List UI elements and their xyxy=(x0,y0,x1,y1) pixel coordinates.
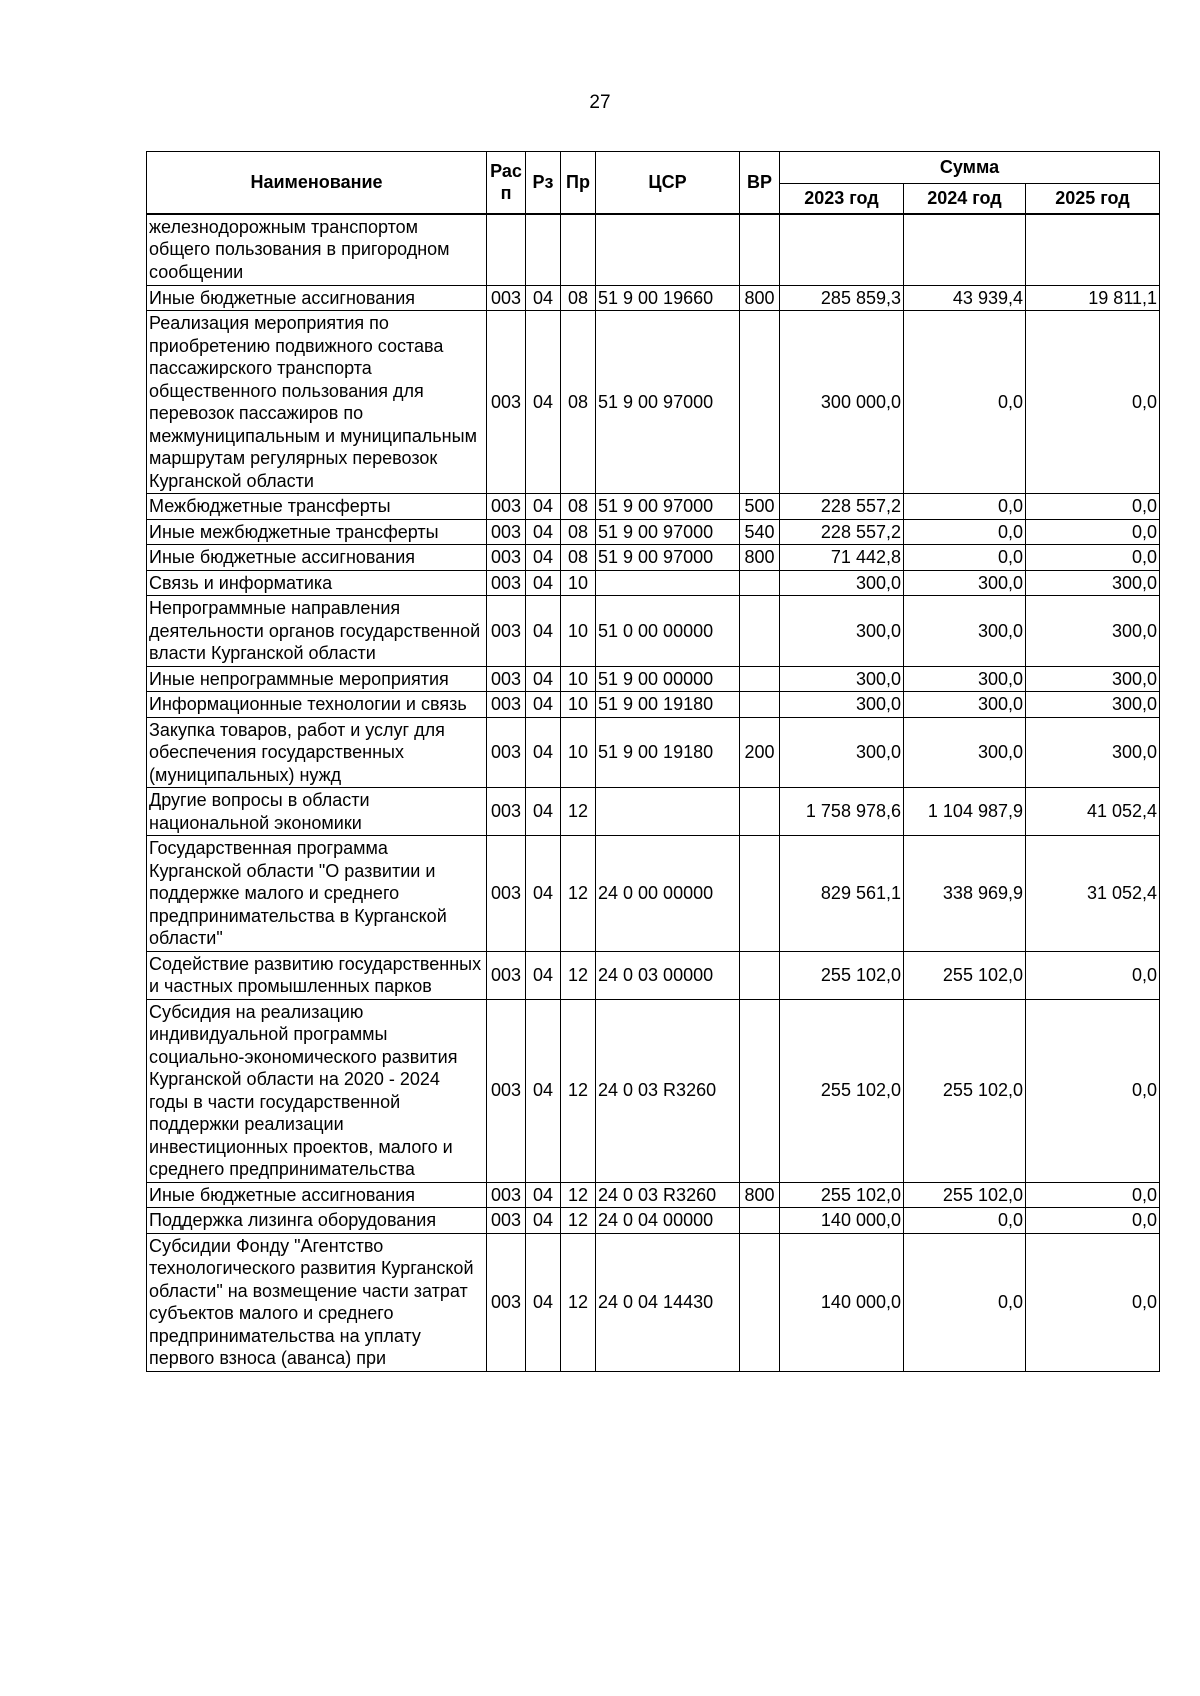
cell-name: Закупка товаров, работ и услуг для обеспечения государственных (муниципальных) нужд xyxy=(147,717,487,788)
cell-rz: 04 xyxy=(526,494,561,520)
cell-pr: 08 xyxy=(561,545,596,571)
cell-sum-2023: 300,0 xyxy=(780,717,904,788)
table-row xyxy=(147,545,1160,571)
table-body xyxy=(147,214,1160,1372)
cell-pr: 12 xyxy=(561,951,596,999)
header-pr: Пр xyxy=(561,152,596,214)
cell-sum-2024: 0,0 xyxy=(904,494,1026,520)
cell-rz: 04 xyxy=(526,999,561,1182)
cell-rasp: 003 xyxy=(487,570,526,596)
cell-vr xyxy=(740,999,780,1182)
cell-name: Связь и информатика xyxy=(147,570,487,596)
cell-rasp: 003 xyxy=(487,999,526,1182)
cell-rz: 04 xyxy=(526,311,561,494)
cell-sum-2024: 255 102,0 xyxy=(904,1182,1026,1208)
cell-rasp: 003 xyxy=(487,545,526,571)
table-row xyxy=(147,519,1160,545)
cell-sum-2024: 0,0 xyxy=(904,1208,1026,1234)
cell-sum-2023: 228 557,2 xyxy=(780,519,904,545)
cell-name: Другие вопросы в области национальной экономики xyxy=(147,788,487,836)
cell-sum-2025: 19 811,1 xyxy=(1026,285,1160,311)
cell-sum-2023: 255 102,0 xyxy=(780,1182,904,1208)
table-row xyxy=(147,285,1160,311)
cell-name: Поддержка лизинга оборудования xyxy=(147,1208,487,1234)
cell-name: Государственная программа Курганской области "О развитии и поддержке малого и среднего предпринимательства в Курганской области" xyxy=(147,836,487,952)
cell-sum-2023 xyxy=(780,214,904,286)
cell-sum-2025: 0,0 xyxy=(1026,494,1160,520)
table-row xyxy=(147,596,1160,667)
cell-pr: 10 xyxy=(561,717,596,788)
cell-rz: 04 xyxy=(526,788,561,836)
cell-sum-2025: 0,0 xyxy=(1026,1233,1160,1371)
table-row xyxy=(147,214,1160,286)
cell-sum-2023: 255 102,0 xyxy=(780,951,904,999)
cell-vr: 800 xyxy=(740,1182,780,1208)
cell-rz: 04 xyxy=(526,717,561,788)
cell-rz: 04 xyxy=(526,951,561,999)
cell-sum-2023: 228 557,2 xyxy=(780,494,904,520)
cell-rz: 04 xyxy=(526,519,561,545)
cell-sum-2024: 0,0 xyxy=(904,1233,1026,1371)
header-year-2025: 2025 год xyxy=(1026,184,1160,214)
cell-sum-2024 xyxy=(904,214,1026,286)
cell-sum-2025 xyxy=(1026,214,1160,286)
cell-pr: 08 xyxy=(561,519,596,545)
cell-csr xyxy=(596,788,740,836)
cell-name: Иные межбюджетные трансферты xyxy=(147,519,487,545)
header-vr: ВР xyxy=(740,152,780,214)
cell-csr: 51 9 00 97000 xyxy=(596,311,740,494)
cell-sum-2024: 0,0 xyxy=(904,545,1026,571)
header-year-2024: 2024 год xyxy=(904,184,1026,214)
table-row xyxy=(147,717,1160,788)
table-row xyxy=(147,836,1160,952)
cell-rasp: 003 xyxy=(487,519,526,545)
cell-rz: 04 xyxy=(526,1208,561,1234)
cell-pr xyxy=(561,214,596,286)
table-row xyxy=(147,692,1160,718)
cell-sum-2024: 255 102,0 xyxy=(904,951,1026,999)
cell-name: Иные бюджетные ассигнования xyxy=(147,285,487,311)
cell-csr: 24 0 00 00000 xyxy=(596,836,740,952)
cell-sum-2023: 140 000,0 xyxy=(780,1233,904,1371)
cell-vr: 540 xyxy=(740,519,780,545)
cell-vr: 800 xyxy=(740,545,780,571)
table-row xyxy=(147,666,1160,692)
cell-vr xyxy=(740,666,780,692)
cell-pr: 08 xyxy=(561,494,596,520)
cell-sum-2025: 300,0 xyxy=(1026,570,1160,596)
table-header xyxy=(147,152,1160,214)
cell-pr: 12 xyxy=(561,1208,596,1234)
cell-rasp: 003 xyxy=(487,717,526,788)
cell-vr: 500 xyxy=(740,494,780,520)
cell-name: железнодорожным транспортом общего пользования в пригородном сообщении xyxy=(147,214,487,286)
cell-csr: 51 9 00 97000 xyxy=(596,545,740,571)
cell-sum-2025: 300,0 xyxy=(1026,717,1160,788)
cell-pr: 10 xyxy=(561,666,596,692)
cell-sum-2024: 300,0 xyxy=(904,570,1026,596)
cell-rasp: 003 xyxy=(487,494,526,520)
cell-pr: 08 xyxy=(561,285,596,311)
cell-rasp: 003 xyxy=(487,692,526,718)
header-csr: ЦСР xyxy=(596,152,740,214)
cell-name: Непрограммные направления деятельности органов государственной власти Курганской области xyxy=(147,596,487,667)
cell-rz: 04 xyxy=(526,692,561,718)
header-sum: Сумма xyxy=(780,152,1160,184)
cell-pr: 12 xyxy=(561,1233,596,1371)
cell-name: Субсидии Фонду "Агентство технологического развития Курганской области" на возмещение части затрат субъектов малого и среднего предпринимательства на уплату первого взноса (аванса) при xyxy=(147,1233,487,1371)
cell-vr: 200 xyxy=(740,717,780,788)
cell-csr: 51 9 00 19660 xyxy=(596,285,740,311)
cell-csr: 51 9 00 97000 xyxy=(596,519,740,545)
cell-vr xyxy=(740,311,780,494)
cell-pr: 10 xyxy=(561,570,596,596)
cell-sum-2024: 300,0 xyxy=(904,692,1026,718)
cell-pr: 12 xyxy=(561,1182,596,1208)
cell-rasp: 003 xyxy=(487,596,526,667)
cell-csr: 24 0 03 R3260 xyxy=(596,999,740,1182)
cell-vr xyxy=(740,692,780,718)
table-row xyxy=(147,494,1160,520)
cell-rasp xyxy=(487,214,526,286)
cell-sum-2025: 300,0 xyxy=(1026,596,1160,667)
cell-sum-2023: 71 442,8 xyxy=(780,545,904,571)
cell-sum-2025: 31 052,4 xyxy=(1026,836,1160,952)
cell-vr xyxy=(740,836,780,952)
cell-sum-2025: 41 052,4 xyxy=(1026,788,1160,836)
cell-name: Иные бюджетные ассигнования xyxy=(147,1182,487,1208)
cell-sum-2025: 300,0 xyxy=(1026,666,1160,692)
table-row xyxy=(147,1182,1160,1208)
cell-csr xyxy=(596,570,740,596)
cell-rasp: 003 xyxy=(487,666,526,692)
cell-rz xyxy=(526,214,561,286)
cell-sum-2024: 300,0 xyxy=(904,596,1026,667)
cell-csr: 24 0 04 14430 xyxy=(596,1233,740,1371)
cell-sum-2025: 0,0 xyxy=(1026,311,1160,494)
cell-sum-2025: 0,0 xyxy=(1026,999,1160,1182)
cell-sum-2024: 43 939,4 xyxy=(904,285,1026,311)
cell-sum-2024: 300,0 xyxy=(904,717,1026,788)
cell-pr: 10 xyxy=(561,692,596,718)
cell-csr: 51 9 00 00000 xyxy=(596,666,740,692)
cell-sum-2025: 0,0 xyxy=(1026,1208,1160,1234)
cell-csr: 24 0 03 R3260 xyxy=(596,1182,740,1208)
cell-sum-2025: 300,0 xyxy=(1026,692,1160,718)
cell-sum-2023: 300,0 xyxy=(780,596,904,667)
cell-rz: 04 xyxy=(526,285,561,311)
cell-sum-2023: 300,0 xyxy=(780,666,904,692)
cell-name: Реализация мероприятия по приобретению подвижного состава пассажирского транспорта общественного пользования для перевозок пассажиров по межмуниципальным и муниципальным маршрутам регулярных перевозок Курганской области xyxy=(147,311,487,494)
cell-csr: 24 0 04 00000 xyxy=(596,1208,740,1234)
cell-sum-2025: 0,0 xyxy=(1026,519,1160,545)
cell-sum-2023: 300,0 xyxy=(780,570,904,596)
cell-sum-2023: 1 758 978,6 xyxy=(780,788,904,836)
cell-rz: 04 xyxy=(526,545,561,571)
cell-pr: 12 xyxy=(561,999,596,1182)
cell-rasp: 003 xyxy=(487,311,526,494)
cell-rasp: 003 xyxy=(487,285,526,311)
cell-csr: 51 9 00 97000 xyxy=(596,494,740,520)
cell-name: Субсидия на реализацию индивидуальной программы социально-экономического развития Курганской области на 2020 - 2024 годы в части государственной поддержки реализации инвестиционных проектов, малого и среднего предпринимательства xyxy=(147,999,487,1182)
cell-rasp: 003 xyxy=(487,836,526,952)
cell-rasp: 003 xyxy=(487,788,526,836)
cell-vr xyxy=(740,951,780,999)
cell-sum-2024: 0,0 xyxy=(904,311,1026,494)
cell-name: Иные непрограммные мероприятия xyxy=(147,666,487,692)
cell-sum-2024: 0,0 xyxy=(904,519,1026,545)
cell-rasp: 003 xyxy=(487,1182,526,1208)
cell-csr: 24 0 03 00000 xyxy=(596,951,740,999)
cell-sum-2024: 338 969,9 xyxy=(904,836,1026,952)
cell-name: Иные бюджетные ассигнования xyxy=(147,545,487,571)
cell-pr: 10 xyxy=(561,596,596,667)
table-row xyxy=(147,1233,1160,1371)
table-row xyxy=(147,951,1160,999)
budget-table xyxy=(146,151,1160,1372)
cell-csr: 51 0 00 00000 xyxy=(596,596,740,667)
cell-name: Информационные технологии и связь xyxy=(147,692,487,718)
cell-rz: 04 xyxy=(526,1182,561,1208)
cell-pr: 08 xyxy=(561,311,596,494)
cell-csr: 51 9 00 19180 xyxy=(596,692,740,718)
cell-sum-2025: 0,0 xyxy=(1026,951,1160,999)
cell-sum-2023: 300,0 xyxy=(780,692,904,718)
cell-pr: 12 xyxy=(561,836,596,952)
table-row xyxy=(147,311,1160,494)
cell-sum-2024: 300,0 xyxy=(904,666,1026,692)
header-name: Наименование xyxy=(147,152,487,214)
header-year-2023: 2023 год xyxy=(780,184,904,214)
cell-rasp: 003 xyxy=(487,951,526,999)
cell-sum-2024: 255 102,0 xyxy=(904,999,1026,1182)
cell-csr: 51 9 00 19180 xyxy=(596,717,740,788)
cell-sum-2023: 829 561,1 xyxy=(780,836,904,952)
cell-rasp: 003 xyxy=(487,1233,526,1371)
cell-csr xyxy=(596,214,740,286)
header-rz: Рз xyxy=(526,152,561,214)
cell-sum-2023: 285 859,3 xyxy=(780,285,904,311)
table-row xyxy=(147,570,1160,596)
cell-sum-2023: 255 102,0 xyxy=(780,999,904,1182)
cell-sum-2025: 0,0 xyxy=(1026,1182,1160,1208)
cell-vr xyxy=(740,570,780,596)
cell-sum-2023: 140 000,0 xyxy=(780,1208,904,1234)
cell-vr xyxy=(740,788,780,836)
cell-vr xyxy=(740,214,780,286)
cell-rasp: 003 xyxy=(487,1208,526,1234)
cell-vr xyxy=(740,1233,780,1371)
cell-name: Межбюджетные трансферты xyxy=(147,494,487,520)
cell-pr: 12 xyxy=(561,788,596,836)
cell-vr xyxy=(740,1208,780,1234)
cell-rz: 04 xyxy=(526,836,561,952)
cell-vr: 800 xyxy=(740,285,780,311)
page-number: 27 xyxy=(589,92,611,113)
cell-rz: 04 xyxy=(526,596,561,667)
table-row xyxy=(147,788,1160,836)
cell-sum-2023: 300 000,0 xyxy=(780,311,904,494)
cell-rz: 04 xyxy=(526,1233,561,1371)
cell-sum-2024: 1 104 987,9 xyxy=(904,788,1026,836)
table-row xyxy=(147,999,1160,1182)
cell-name: Содействие развитию государственных и частных промышленных парков xyxy=(147,951,487,999)
cell-rz: 04 xyxy=(526,570,561,596)
cell-rz: 04 xyxy=(526,666,561,692)
header-rasp: Рас п xyxy=(487,152,526,214)
cell-vr xyxy=(740,596,780,667)
table-row xyxy=(147,1208,1160,1234)
cell-sum-2025: 0,0 xyxy=(1026,545,1160,571)
